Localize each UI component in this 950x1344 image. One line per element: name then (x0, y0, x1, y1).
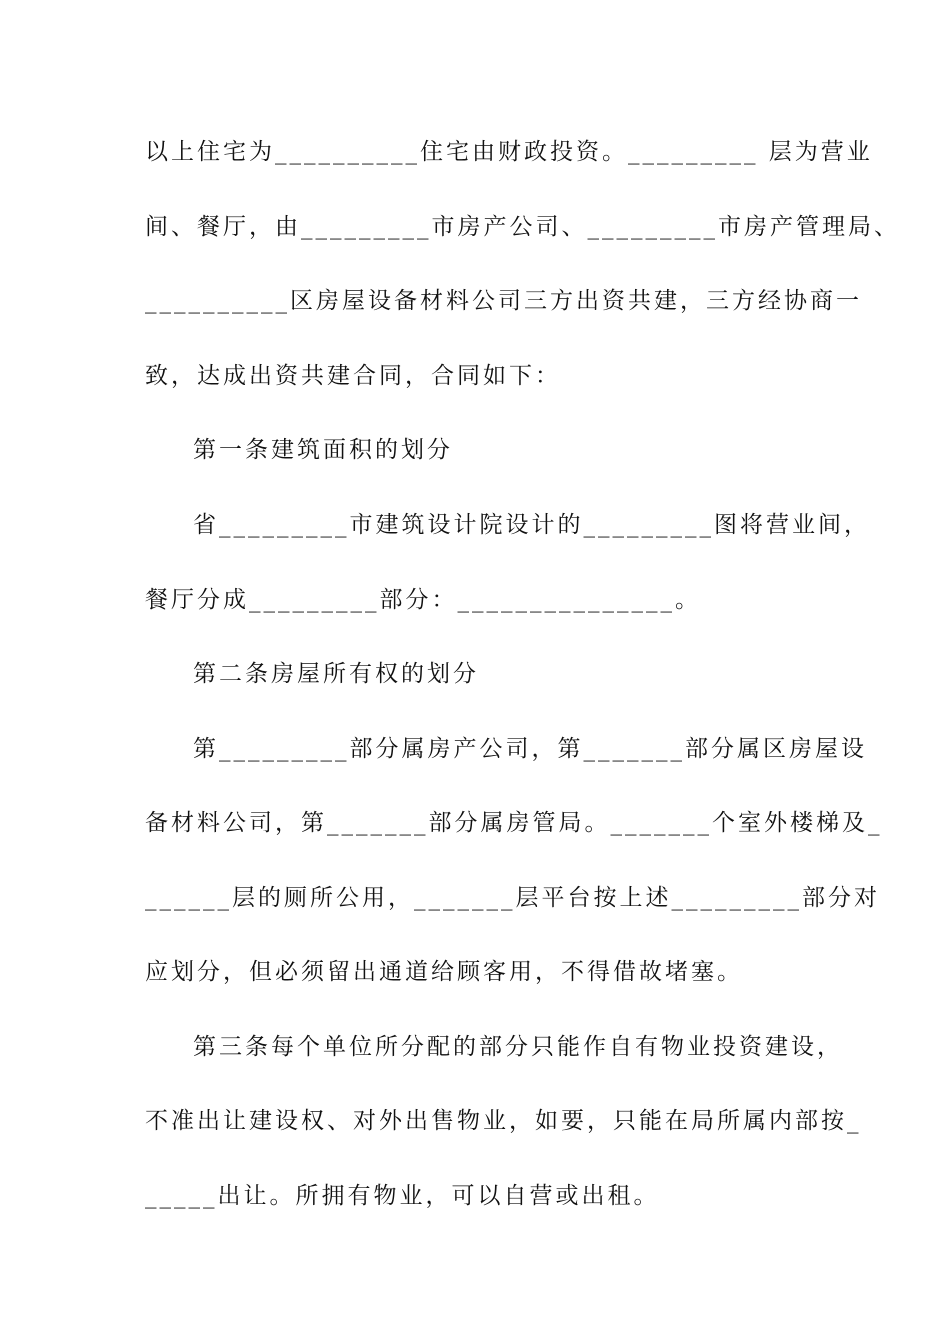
section-heading: 第三条每个单位所分配的部分只能作自有物业投资建设， (193, 1034, 843, 1060)
paragraph-line: 不准出让建设权、对外出售物业，如要，只能在局所属内部按_ (145, 1108, 862, 1134)
paragraph-line: 第_________部分属房产公司，第_______部分属区房屋设 (193, 736, 867, 762)
paragraph-line: 应划分，但必须留出通道给顾客用，不得借故堵塞。 (145, 959, 743, 985)
paragraph-line: 备材料公司，第_______部分属房管局。_______个室外楼梯及_ (145, 810, 883, 836)
paragraph-line: 省_________市建筑设计院设计的_________图将营业间， (193, 512, 870, 538)
paragraph-line: 间、餐厅，由_________市房产公司、_________市房产管理局、 (145, 214, 900, 240)
section-heading: 第二条房屋所有权的划分 (193, 661, 479, 687)
paragraph-line: ______层的厕所公用，_______层平台按上述_________部分对 (145, 885, 880, 911)
paragraph-line: 以上住宅为__________住宅由财政投资。_________ 层为营业 (145, 139, 873, 165)
paragraph-line: 致，达成出资共建合同，合同如下： (145, 363, 561, 389)
paragraph-line: _____出让。所拥有物业，可以自营或出租。 (145, 1183, 660, 1209)
paragraph-line: 餐厅分成_________部分：_______________。 (145, 587, 701, 613)
section-heading: 第一条建筑面积的划分 (193, 437, 453, 463)
paragraph-line: __________区房屋设备材料公司三方出资共建，三方经协商一 (145, 288, 862, 314)
